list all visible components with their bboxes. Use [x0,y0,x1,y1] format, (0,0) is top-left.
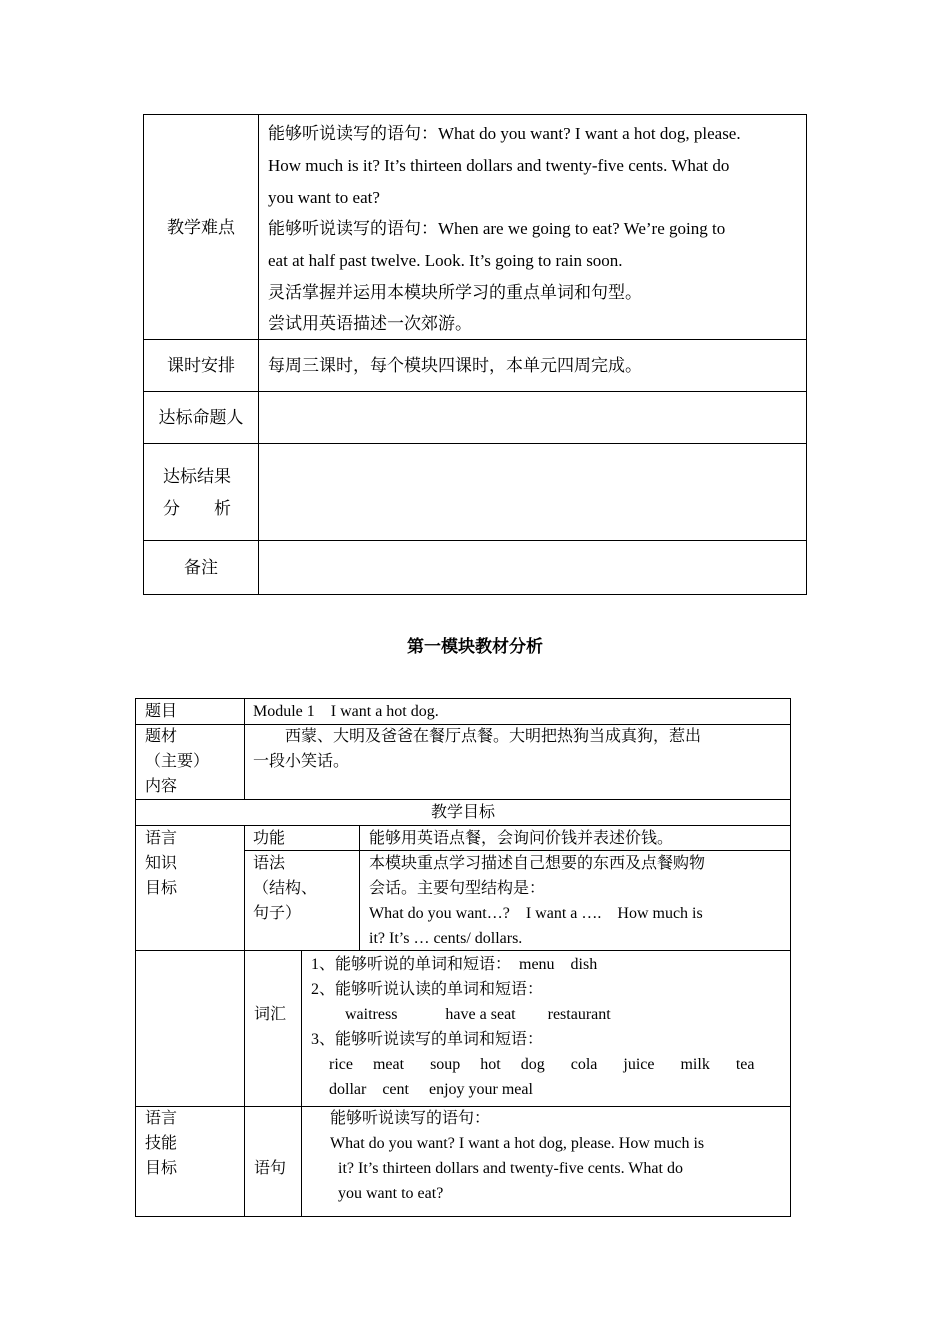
text-line: 尝试用英语描述一次郊游。 [268,314,472,333]
goals-header: 教学目标 [430,804,495,821]
grammar-text: What do you want…? I want a …. How much is [369,905,703,922]
function-text: 能够用英语点餐，会询问价钱并表述价钱。 [369,830,674,847]
grammar-text: 本模块重点学习描述自己想要的东西及点餐购物 [369,855,706,872]
grammar-label: （结构、 [253,880,318,897]
content-text: 一段小笑话。 [253,753,350,770]
row-label: 课时安排 [167,356,235,375]
row-label: 达标结果 [163,467,231,486]
text-line: 灵活掌握并运用本模块所学习的重点单词和句型。 [268,283,642,302]
vocab-text: 1、能够听说的单词和短语： menu dish [311,956,598,973]
column-divider [301,950,302,1217]
text-line: 能够听说读写的语句：When are we going to eat? We’re going to [268,219,726,238]
knowledge-label: 语言 [145,830,178,847]
skill-label: 目标 [145,1160,178,1177]
text-line: 能够听说读写的语句：What do you want? I want a hot dog, please. [268,124,741,143]
content-label: 题材 [145,728,178,745]
text-line: 每周三课时，每个模块四课时，本单元四周完成。 [268,356,642,375]
vocab-text: dollar cent enjoy your meal [329,1081,533,1098]
grammar-text: 会话。主要句型结构是： [369,880,546,897]
cell-content [258,391,807,444]
grammar-label: 语法 [253,855,286,872]
content-label: （主要） [145,753,210,770]
function-label: 功能 [253,830,286,847]
topic-value: Module 1 I want a hot dog. [253,703,439,720]
vocab-text: rice meat soup hot dog cola juice milk tea [329,1056,755,1073]
vocab-text: waitress have a seat restaurant [329,1006,611,1023]
sentence-text: What do you want? I want a hot dog, please. How much is [330,1135,705,1152]
content-label: 内容 [145,778,178,795]
row-label: 分 析 [163,499,231,518]
column-divider [244,825,245,1217]
vocab-text: 3、能够听说读写的单词和短语： [311,1031,544,1048]
cell-content [258,540,807,595]
content-text: 西蒙、大明及爸爸在餐厅点餐。大明把热狗当成真狗，惹出 [253,728,702,745]
skill-label: 语言 [145,1110,178,1127]
sentence-label: 语句 [254,1160,287,1177]
vocab-label: 词汇 [254,1006,287,1023]
text-line: How much is it? It’s thirteen dollars and twenty-five cents. What do [268,156,730,175]
skill-label: 技能 [145,1135,178,1152]
text-line: you want to eat? [268,188,380,207]
knowledge-label: 知识 [145,855,178,872]
row-label: 教学难点 [167,218,235,237]
text-line: eat at half past twelve. Look. It’s going to rain soon. [268,251,623,270]
vocab-text: 2、能够听说认读的单词和短语： [311,981,544,998]
column-divider [244,698,245,800]
sentence-text: 能够听说读写的语句： [330,1110,491,1127]
section-title: 第一模块教材分析 [407,637,543,656]
knowledge-label: 目标 [145,880,178,897]
sentence-text: you want to eat? [330,1185,444,1202]
grammar-text: it? It’s … cents/ dollars. [369,930,523,947]
grammar-label: 句子） [253,905,302,922]
topic-label: 题目 [145,703,178,720]
row-label: 备注 [184,558,218,577]
cell-content [258,443,807,541]
column-divider [359,825,360,951]
row-label: 达标命题人 [158,408,244,427]
sentence-text: it? It’s thirteen dollars and twenty-five cents. What do [330,1160,683,1177]
